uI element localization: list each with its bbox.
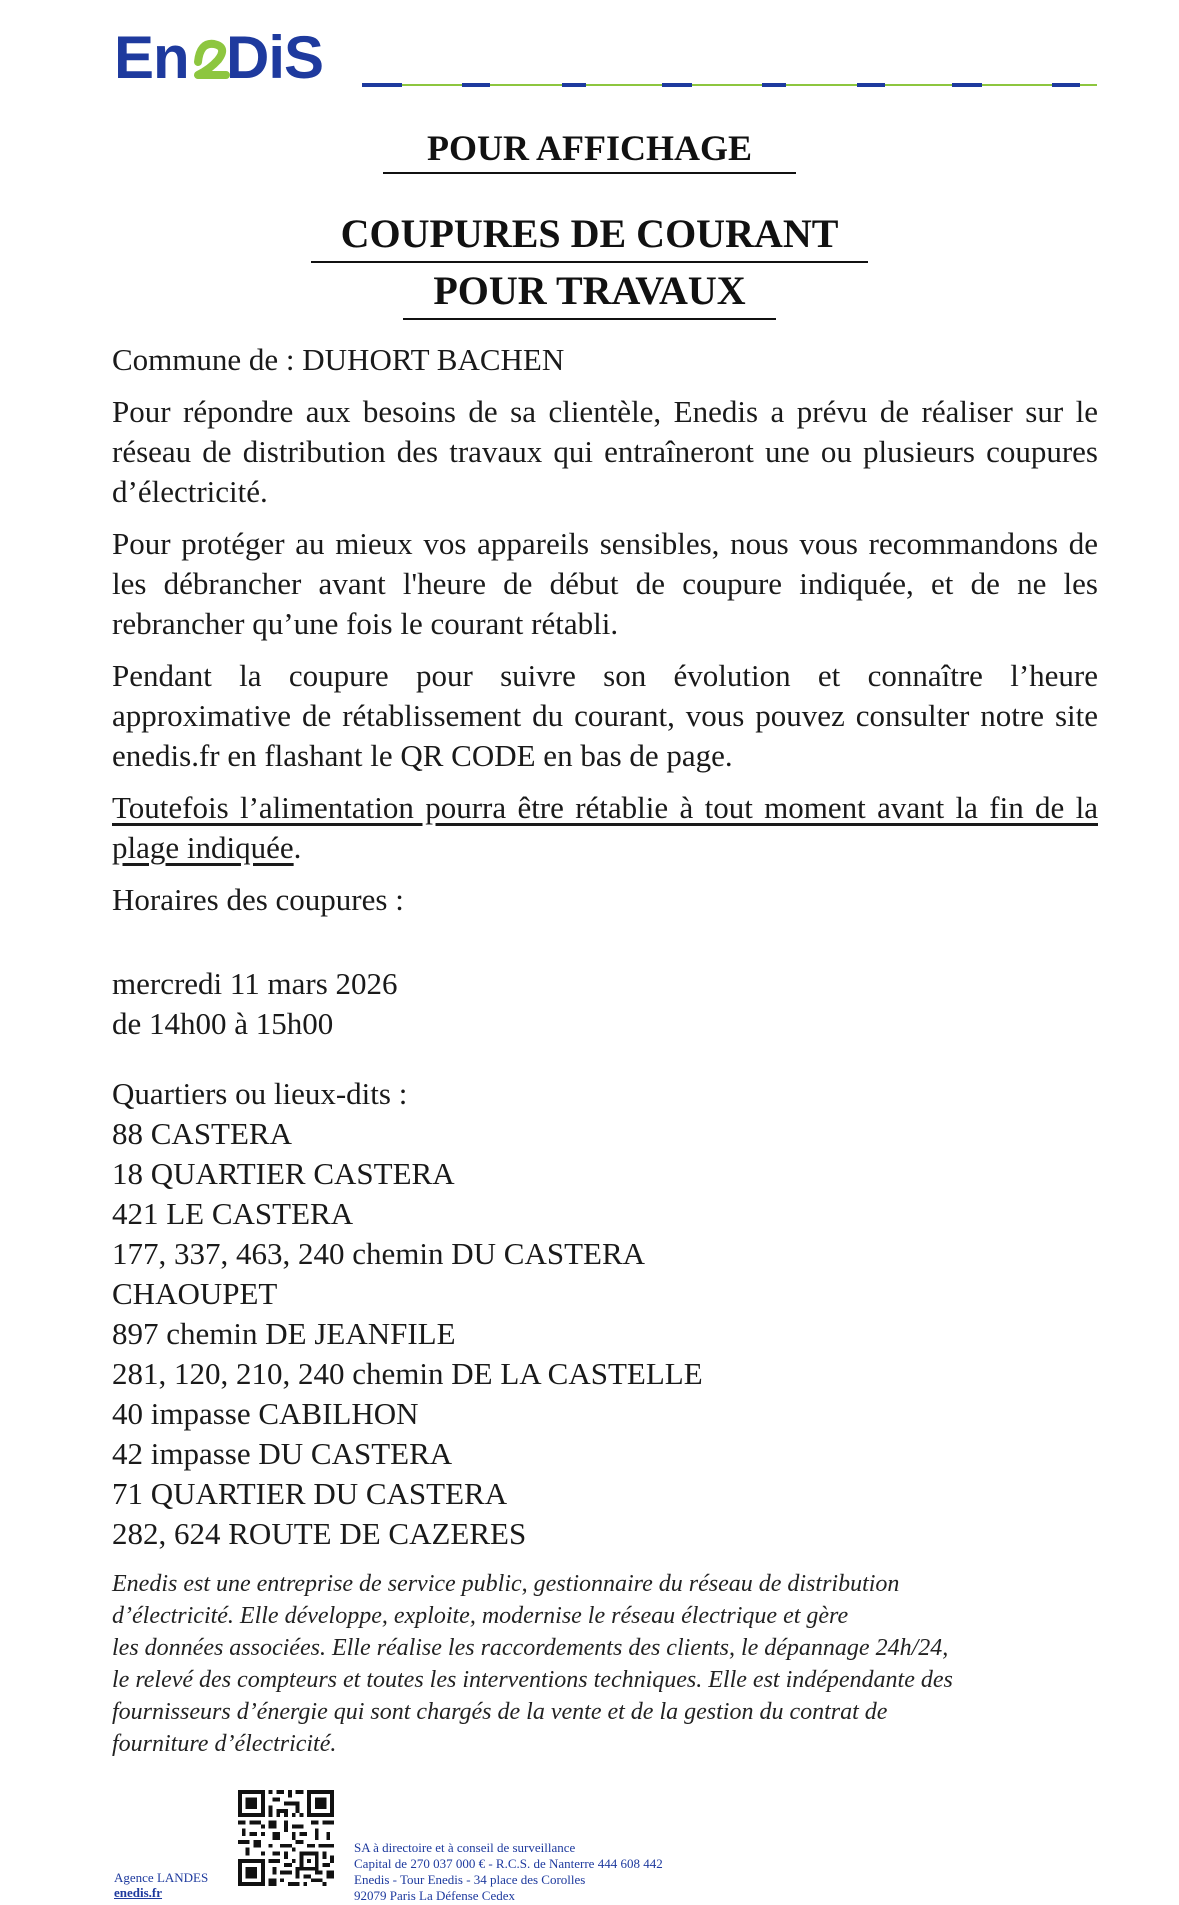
list-item: 897 chemin DE JEANFILE [112, 1316, 456, 1351]
notice-body [112, 340, 1098, 1554]
list-item: 42 impasse DU CASTERA [112, 1436, 453, 1471]
restore-end: . [293, 830, 302, 865]
paragraph-needs: Pour répondre aux besoins de sa clientèle, Enedis a prévu de réaliser sur le réseau de distribution des travaux qui entraîneront une ou plusieurs coupures d’électricité. [112, 394, 1098, 509]
commune-line: Commune de : DUHORT BACHEN [112, 342, 565, 377]
company-line: 92079 Paris La Défense Cedex [354, 1888, 516, 1903]
company-line: SA à directoire et à conseil de surveillance [354, 1840, 576, 1855]
agency-name: Agence LANDES [114, 1870, 209, 1885]
qr-code-icon[interactable] [238, 1790, 334, 1886]
paragraph-protect: Pour protéger au mieux vos appareils sensibles, nous vous recommandons de les débrancher avant l'heure de début de coupure indiquée, et de ne les rebrancher qu’une fois le courant rétabli. [112, 526, 1098, 641]
website-link[interactable]: enedis.fr [114, 1885, 163, 1900]
places-label: Quartiers ou lieux-dits : [112, 1076, 408, 1111]
footer-agency [114, 1870, 208, 1900]
main-title-line-1: COUPURES DE COURANT [311, 210, 869, 263]
pour-affichage-title: POUR AFFICHAGE [383, 128, 796, 174]
footer-company-info [354, 1840, 663, 1904]
places-list [112, 1114, 1098, 1554]
main-title-line-2: POUR TRAVAUX [403, 267, 775, 320]
list-item: 40 impasse CABILHON [112, 1396, 419, 1431]
paragraph-restore [112, 788, 1098, 868]
company-line: Capital de 270 037 000 € - R.C.S. de Nanterre 444 608 442 [354, 1856, 663, 1871]
schedule-label: Horaires des coupures : [112, 882, 404, 917]
list-item: 88 CASTERA [112, 1116, 292, 1151]
svg-text:En: En [114, 28, 189, 84]
list-item: 71 QUARTIER DU CASTERA [112, 1476, 508, 1511]
legal-line: fournisseurs d’énergie qui sont chargés de la vente et de la gestion du contrat de [112, 1699, 888, 1725]
company-line: Enedis - Tour Enedis - 34 place des Corolles [354, 1872, 586, 1887]
list-item: CHAOUPET [112, 1276, 278, 1311]
paragraph-follow: Pendant la coupure pour suivre son évolution et connaître l’heure approximative de rétablissement du courant, vous pouvez consulter notre site enedis.fr en flashant le QR CODE en bas de page. [112, 658, 1098, 773]
svg-text:DiS: DiS [226, 28, 324, 84]
legal-notice [112, 1568, 1112, 1760]
schedule-datetime [112, 964, 1098, 1044]
legal-line: fourniture d’électricité. [112, 1731, 337, 1757]
list-item: 18 QUARTIER CASTERA [112, 1156, 455, 1191]
main-title [0, 210, 1179, 324]
schedule-date: mercredi 11 mars 2026 [112, 966, 398, 1001]
list-item: 281, 120, 210, 240 chemin DE LA CASTELLE [112, 1356, 703, 1391]
header-divider [362, 81, 1097, 89]
display-title [0, 128, 1179, 174]
legal-line: les données associées. Elle réalise les raccordements des clients, le dépannage 24h/24, [112, 1635, 949, 1661]
list-item: 177, 337, 463, 240 chemin DU CASTERA [112, 1236, 646, 1271]
list-item: 282, 624 ROUTE DE CAZERES [112, 1516, 527, 1551]
legal-line: d’électricité. Elle développe, exploite, modernise le réseau électrique et gère [112, 1603, 849, 1629]
schedule-time: de 14h00 à 15h00 [112, 1006, 334, 1041]
enedis-logo [114, 28, 364, 84]
legal-line: le relevé des compteurs et toutes les interventions techniques. Elle est indépendante des [112, 1667, 953, 1693]
list-item: 421 LE CASTERA [112, 1196, 354, 1231]
restore-underlined: Toutefois l’alimentation pourra être rétablie à tout moment avant la fin de la plage indiquée [112, 790, 1098, 865]
legal-line: Enedis est une entreprise de service public, gestionnaire du réseau de distribution [112, 1571, 900, 1597]
